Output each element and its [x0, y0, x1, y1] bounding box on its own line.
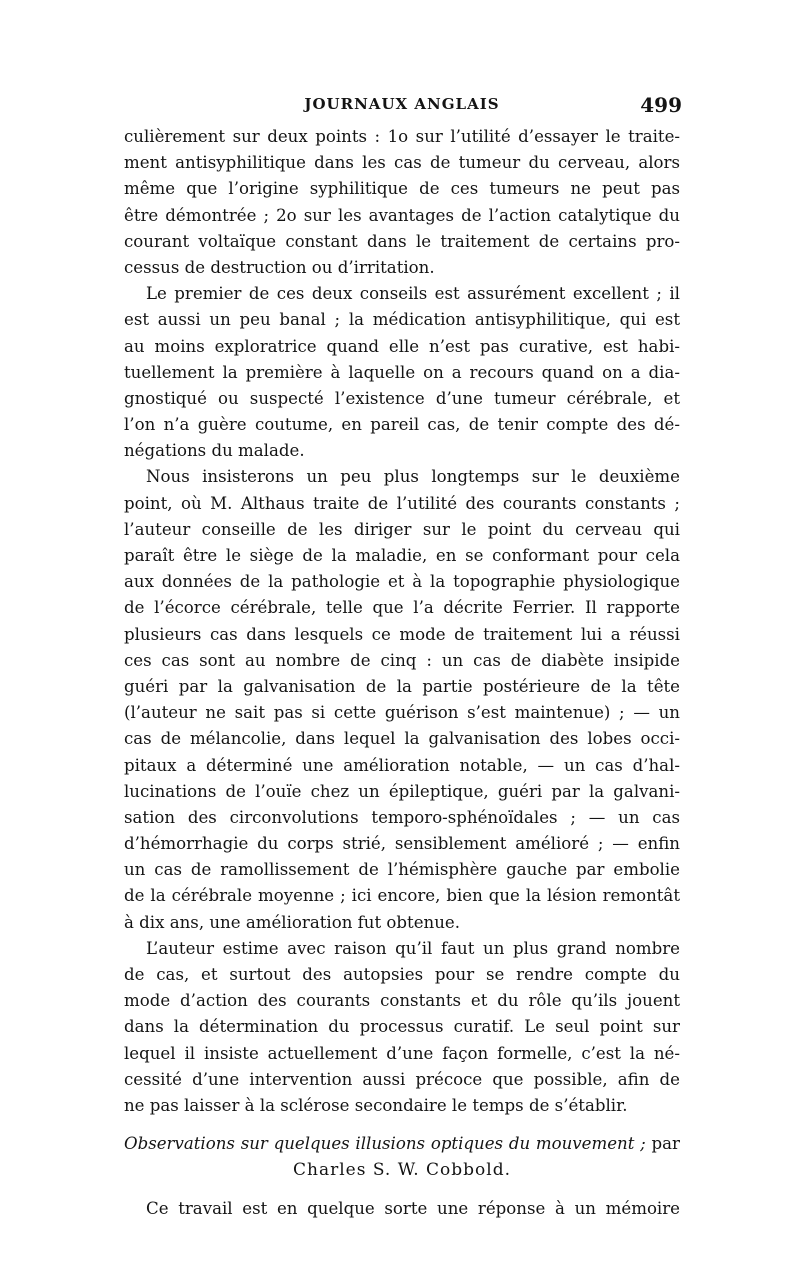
text-line: sation des circonvolutions temporo-sphénoïdales ; — un cas [124, 807, 680, 827]
page-body [124, 124, 680, 1222]
section-heading [124, 1131, 680, 1183]
text-line: dans la détermination du processus curatif. Le seul point sur [124, 1017, 680, 1037]
text-line: cas de mélancolie, dans lequel la galvanisation des lobes occi- [124, 729, 680, 749]
paragraph-2 [124, 281, 680, 464]
text-line: pitaux a déterminé une amélioration notable, — un cas d’hal- [124, 755, 680, 775]
text-line: un cas de ramollissement de l’hémisphère gauche par embolie [124, 860, 680, 880]
text-line: culièrement sur deux points : 1o sur l’utilité d’essayer le traite- [124, 127, 680, 146]
text-line: cessité d’une intervention aussi précoce que possible, afin de [124, 1069, 680, 1089]
text-line: point, où M. Althaus traite de l’utilité des courants constants ; [124, 493, 680, 513]
running-head [122, 93, 682, 119]
text-line: Ce travail est en quelque sorte une réponse à un mémoire [146, 1198, 680, 1218]
text-line: aux données de la pathologie et à la topographie physiologique [124, 572, 680, 592]
text-line: ment antisyphilitique dans les cas de tumeur du cerveau, alors [124, 153, 680, 173]
text-line: Nous insisterons un peu plus longtemps sur le deuxième [146, 467, 680, 487]
section-title [124, 1131, 680, 1157]
text-line: d’hémorrhagie du corps strié, sensiblement amélioré ; — enfin [124, 834, 680, 854]
text-line: mode d’action des courants constants et du rôle qu’ils jouent [124, 991, 680, 1011]
text-line: de la cérébrale moyenne ; ici encore, bien que la lésion remontât [124, 886, 680, 906]
text-line: l’on n’a guère coutume, en pareil cas, de tenir compte des dé- [124, 415, 680, 435]
text-line: plusieurs cas dans lesquels ce mode de traitement lui a réussi [124, 624, 680, 644]
spacer [124, 1119, 680, 1131]
text-line: même que l’origine syphilitique de ces tumeurs ne peut pas [124, 179, 680, 199]
text-line: gnostiqué ou suspecté l’existence d’une tumeur cérébrale, et [124, 388, 680, 408]
section-title-by: par [651, 1134, 680, 1154]
paragraph-5 [124, 1196, 680, 1222]
text-line: de cas, et surtout des autopsies pour se rendre compte du [124, 965, 680, 984]
paragraph-4 [124, 936, 680, 1119]
text-line: ne pas laisser à la sclérose secondaire le temps de s’établir. [124, 1095, 628, 1115]
spacer [124, 1184, 680, 1196]
text-line: être démontrée ; 2o sur les avantages de l’action catalytique du [124, 205, 680, 225]
paragraph-1 [124, 124, 680, 281]
section-author: Charles S. W. Cobbold. [293, 1160, 511, 1181]
paragraph-3 [124, 464, 680, 935]
text-line: lucinations de l’ouïe chez un épileptique, guéri par la galvani- [124, 781, 680, 801]
text-line: négations du malade. [124, 441, 305, 461]
text-line: est aussi un peu banal ; la médication antisyphilitique, qui est [124, 310, 680, 330]
section-title-italic: Observations sur quelques illusions optiques du mouvement ; [124, 1134, 646, 1154]
text-line: paraît être le siège de la maladie, en se conformant pour cela [124, 546, 680, 565]
text-line: courant voltaïque constant dans le traitement de certains pro- [124, 231, 680, 251]
text-line: ces cas sont au nombre de cinq : un cas de diabète insipide [124, 650, 680, 670]
page-number: 499 [640, 93, 682, 117]
text-line: guéri par la galvanisation de la partie postérieure de la tête [124, 676, 680, 696]
text-line: au moins exploratrice quand elle n’est pas curative, est habi- [124, 336, 680, 356]
running-title: JOURNAUX ANGLAIS [304, 95, 500, 113]
text-line: Le premier de ces deux conseils est assurément excellent ; il [146, 284, 680, 304]
text-line: de l’écorce cérébrale, telle que l’a décrite Ferrier. Il rapporte [124, 598, 680, 618]
text-line: cessus de destruction ou d’irritation. [124, 257, 435, 277]
text-line: L’auteur estime avec raison qu’il faut un plus grand nombre [146, 938, 680, 958]
text-line: à dix ans, une amélioration fut obtenue. [124, 912, 460, 932]
text-line: (l’auteur ne sait pas si cette guérison s’est maintenue) ; — un [124, 703, 680, 723]
text-line: l’auteur conseille de les diriger sur le point du cerveau qui [124, 519, 680, 539]
text-line: tuellement la première à laquelle on a recours quand on a dia- [124, 362, 680, 382]
text-line: lequel il insiste actuellement d’une façon formelle, c’est la né- [124, 1043, 680, 1063]
